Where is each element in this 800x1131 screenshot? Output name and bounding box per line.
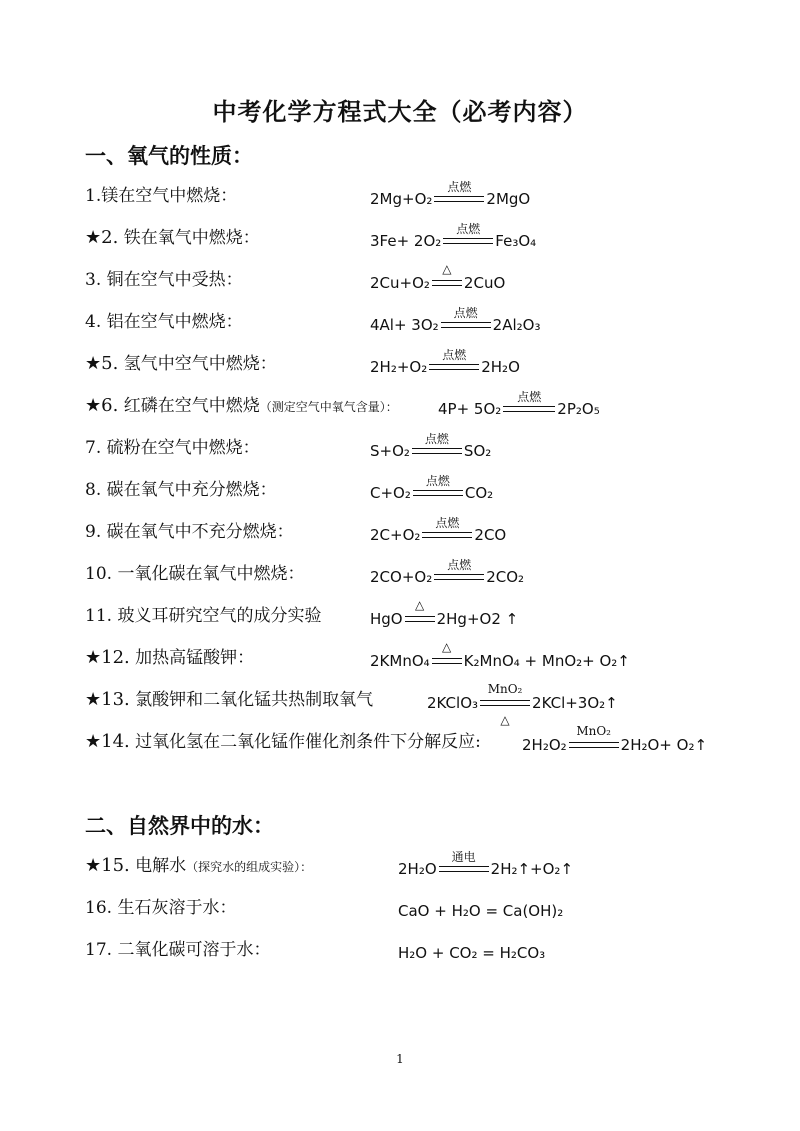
equation-products: 2KCl+3O₂↑ — [532, 694, 618, 712]
page-title: 中考化学方程式大全（必考内容） — [212, 97, 588, 126]
reaction-condition — [434, 178, 484, 208]
equation — [438, 388, 600, 418]
equation — [398, 944, 545, 962]
equation-reactants: C+O₂ — [370, 484, 411, 502]
item-number: ★6. — [85, 395, 119, 416]
item-number: ★15. — [85, 855, 130, 876]
condition-label: 点燃 — [447, 180, 472, 194]
condition-label: △ — [442, 640, 452, 654]
reaction-condition — [413, 472, 463, 502]
condition-label: MnO₂ — [576, 724, 611, 738]
item-number: 10. — [85, 564, 113, 584]
equation-reactants: 2KMnO₄ — [370, 652, 430, 670]
reaction-condition — [422, 514, 472, 544]
equation — [370, 346, 520, 376]
item-description: 电解水 — [135, 856, 187, 876]
equation-products: 2MgO — [486, 190, 531, 208]
item-number: 8. — [85, 480, 102, 500]
item-number: 1. — [85, 186, 102, 206]
list-item — [85, 384, 765, 420]
equals-sign — [432, 280, 462, 286]
equation — [427, 682, 618, 727]
condition-label: 点燃 — [424, 432, 449, 446]
equation — [370, 556, 524, 586]
item-number: ★2. — [85, 227, 119, 248]
item-number: ★5. — [85, 353, 119, 374]
item-description: 铝在空气中燃烧： — [106, 312, 243, 332]
reaction-condition — [429, 346, 479, 376]
equation-reactants: 4P+ 5O₂ — [438, 400, 502, 418]
equation — [370, 430, 491, 460]
list-item — [85, 886, 765, 922]
reaction-condition — [480, 682, 530, 727]
condition-label: 点燃 — [453, 306, 478, 320]
equals-sign — [480, 700, 530, 706]
item-description: 镁在空气中燃烧： — [101, 186, 238, 206]
condition-label: 点燃 — [517, 390, 542, 404]
item-number: ★12. — [85, 647, 130, 668]
equation-products: SO₂ — [463, 442, 492, 460]
equals-sign — [412, 448, 462, 454]
equation-reactants: 3Fe+ 2O₂ — [370, 232, 442, 250]
list-item — [85, 174, 765, 210]
equals-sign — [413, 490, 463, 496]
item-description: 二氧化碳可溶于水： — [117, 940, 271, 960]
item-description: 玻义耳研究空气的成分实验 — [117, 606, 322, 626]
item-description: 红磷在空气中燃烧 — [123, 396, 260, 416]
equals-sign — [439, 866, 489, 872]
equation-reactants: S+O₂ — [370, 442, 410, 460]
item-number: ★13. — [85, 689, 130, 710]
item-description: 加热高锰酸钾： — [135, 648, 255, 668]
list-item — [85, 426, 765, 462]
item-number: 17. — [85, 940, 113, 960]
condition-label: 点燃 — [435, 516, 460, 530]
item-description: 一氧化碳在氧气中燃烧： — [117, 564, 305, 584]
item-description: 铜在空气中受热： — [106, 270, 243, 290]
equation-products: 2H₂O+ O₂↑ — [620, 736, 708, 754]
item-description: 氢气中空气中燃烧： — [123, 354, 277, 374]
equals-sign — [441, 322, 491, 328]
condition-label: △ — [442, 262, 452, 276]
item-description: 碳在氧气中充分燃烧： — [106, 480, 277, 500]
reaction-condition — [441, 304, 491, 334]
equation-products: Fe₃O₄ — [495, 232, 537, 250]
equation-text: CaO + H₂O = Ca(OH)₂ — [398, 902, 564, 920]
condition-label: 点燃 — [447, 558, 472, 572]
reaction-condition — [405, 598, 435, 628]
page-number: 1 — [396, 1052, 404, 1066]
condition-label-bottom: △ — [500, 713, 510, 727]
equation-products: 2CO — [474, 526, 507, 544]
equation-reactants: 2H₂O₂ — [522, 736, 567, 754]
equation-reactants: 2CO+O₂ — [370, 568, 433, 586]
equation-reactants: 2Cu+O₂ — [370, 274, 430, 292]
item-number: 4. — [85, 312, 102, 332]
item-description: 硫粉在空气中燃烧： — [106, 438, 260, 458]
equation-reactants: HgO — [370, 610, 403, 628]
equation — [370, 178, 530, 208]
equals-sign — [422, 532, 472, 538]
item-number: 3. — [85, 270, 102, 290]
reaction-condition — [432, 640, 462, 670]
section-heading-water: 二、自然界中的水： — [85, 814, 274, 838]
reaction-condition — [439, 848, 489, 878]
section-heading-oxygen: 一、氧气的性质： — [85, 144, 253, 168]
equation — [370, 304, 540, 334]
reaction-condition — [569, 724, 619, 754]
item-note: （测定空气中氧气含量）： — [259, 400, 398, 414]
reaction-condition — [443, 220, 493, 250]
item-description: 生石灰溶于水： — [117, 898, 237, 918]
equation-reactants: 2H₂+O₂ — [370, 358, 428, 376]
equation-products: K₂MnO₄ + MnO₂+ O₂↑ — [463, 652, 630, 670]
equation-products: 2CuO — [463, 274, 506, 292]
list-item — [85, 342, 765, 378]
equals-sign — [443, 238, 493, 244]
item-description: 氯酸钾和二氧化锰共热制取氧气 — [135, 690, 374, 710]
equation — [522, 724, 707, 754]
item-note: （探究水的组成实验）： — [186, 860, 313, 874]
equation — [370, 514, 506, 544]
equation — [398, 902, 563, 920]
equals-sign — [503, 406, 555, 412]
item-number: 16. — [85, 898, 113, 918]
equals-sign — [569, 742, 619, 748]
condition-label: MnO₂ — [487, 682, 523, 696]
list-item — [85, 300, 765, 336]
list-item — [85, 636, 765, 672]
list-item — [85, 720, 765, 756]
equation-products: 2CO₂ — [486, 568, 525, 586]
equation — [370, 220, 536, 250]
reaction-condition — [412, 430, 462, 460]
reaction-condition — [434, 556, 484, 586]
list-item — [85, 468, 765, 504]
equation-products: 2H₂O — [481, 358, 520, 376]
item-description: 过氧化氢在二氧化锰作催化剂条件下分解反应: — [135, 732, 481, 752]
equation-reactants: 2Mg+O₂ — [370, 190, 433, 208]
equation-reactants: 2KClO₃ — [427, 694, 479, 712]
list-item — [85, 594, 765, 630]
reaction-condition — [503, 388, 555, 418]
condition-label: △ — [414, 598, 425, 612]
equals-sign — [429, 364, 479, 370]
condition-label: 点燃 — [425, 474, 450, 488]
equals-sign — [432, 658, 462, 664]
list-item — [85, 258, 765, 294]
equation-reactants: 4Al+ 3O₂ — [370, 316, 439, 334]
equals-sign — [405, 616, 435, 622]
equation — [370, 598, 518, 628]
equation — [370, 640, 630, 670]
equation-products: 2Al₂O₃ — [492, 316, 541, 334]
equation-text: H₂O + CO₂ = H₂CO₃ — [398, 944, 546, 962]
equation-reactants: 2C+O₂ — [370, 526, 421, 544]
condition-label: 通电 — [451, 850, 476, 864]
list-item — [85, 552, 765, 588]
item-number: 9. — [85, 522, 102, 542]
item-number: 11. — [85, 606, 113, 626]
item-description: 碳在氧气中不充分燃烧： — [106, 522, 294, 542]
reaction-condition — [432, 262, 462, 292]
equation-reactants: 2H₂O — [398, 860, 437, 878]
equation-products: 2P₂O₅ — [557, 400, 600, 418]
list-item — [85, 928, 765, 964]
condition-label: 点燃 — [456, 222, 481, 236]
equation-products: CO₂ — [464, 484, 494, 502]
list-item — [85, 844, 765, 880]
equation — [370, 262, 505, 292]
equals-sign — [434, 196, 484, 202]
equation — [370, 472, 493, 502]
list-item — [85, 678, 765, 727]
list-item — [85, 510, 765, 546]
item-number: 7. — [85, 438, 102, 458]
equation-products: 2Hg+O2 ↑ — [436, 610, 519, 628]
item-number: ★14. — [85, 731, 130, 752]
equals-sign — [434, 574, 484, 580]
equation-products: 2H₂↑+O₂↑ — [490, 860, 574, 878]
condition-label: 点燃 — [442, 348, 467, 362]
item-description: 铁在氧气中燃烧： — [123, 228, 260, 248]
list-item — [85, 216, 765, 252]
equation — [398, 848, 573, 878]
